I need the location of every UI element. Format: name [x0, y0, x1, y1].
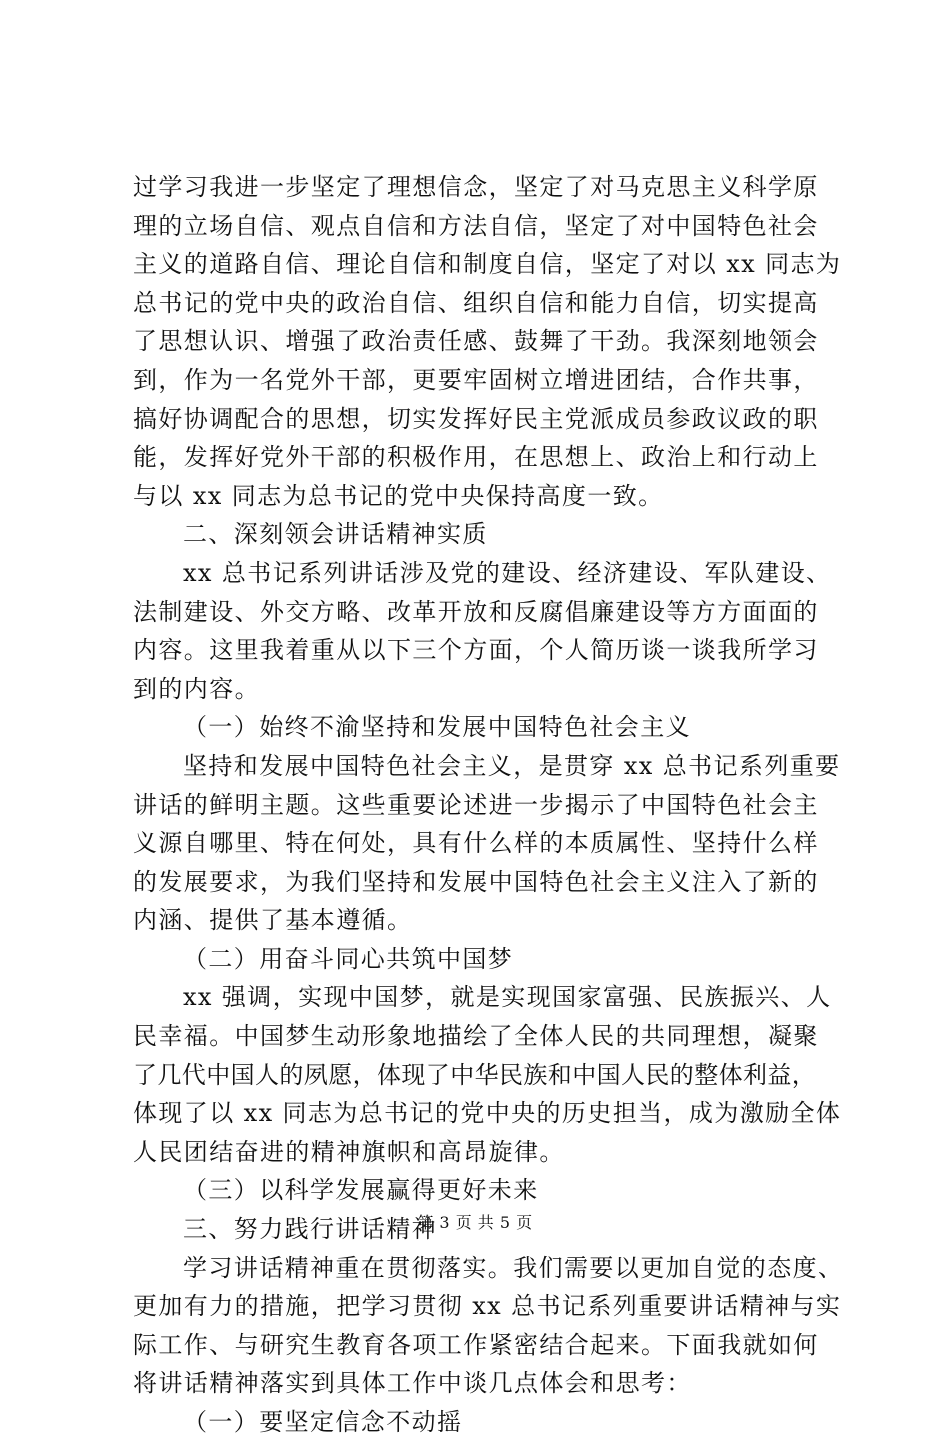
page-number-footer: 第 3 页 共 5 页 — [417, 1213, 533, 1232]
subsection-heading: （三）以科学发展赢得更好未来 — [183, 1176, 539, 1205]
text-line: 义源自哪里、特在何处，具有什么样的本质属性、坚持什么样 — [133, 829, 819, 858]
text-line: 内容。这里我着重从以下三个方面，个人简历谈一谈我所学习 — [133, 636, 819, 665]
text-line: 了思想认识、增强了政治责任感、鼓舞了干劲。我深刻地领会 — [133, 327, 819, 356]
document-body — [133, 168, 844, 1442]
text-line: 人民团结奋进的精神旗帜和高昂旋律。 — [133, 1137, 565, 1166]
text-line: 理的立场自信、观点自信和方法自信，坚定了对中国特色社会 — [133, 211, 819, 240]
text-line: 坚持和发展中国特色社会主义，是贯穿 xx 总书记系列重要 — [183, 751, 841, 780]
text-line: 际工作、与研究生教育各项工作紧密结合起来。下面我就如何 — [133, 1330, 819, 1359]
section-heading: 二、深刻领会讲话精神实质 — [183, 520, 488, 549]
text-line: 到的内容。 — [133, 674, 260, 703]
text-line: 更加有力的措施，把学习贯彻 xx 总书记系列重要讲话精神与实 — [133, 1292, 842, 1321]
text-line: 到，作为一名党外干部，更要牢固树立增进团结，合作共事， — [133, 365, 819, 394]
text-line: 法制建设、外交方略、改革开放和反腐倡廉建设等方方面面的 — [133, 597, 819, 626]
subsection-heading: （二）用奋斗同心共筑中国梦 — [183, 944, 514, 973]
text-line: 学习讲话精神重在贯彻落实。我们需要以更加自觉的态度、 — [183, 1253, 844, 1282]
text-line: 的发展要求，为我们坚持和发展中国特色社会主义注入了新的 — [133, 867, 819, 896]
text-line: 内涵、提供了基本遵循。 — [133, 906, 413, 935]
text-line: 民幸福。中国梦生动形象地描绘了全体人民的共同理想，凝聚 — [133, 1022, 819, 1051]
text-line: xx 强调，实现中国梦，就是实现国家富强、民族振兴、人 — [183, 983, 832, 1012]
section-heading: 三、努力践行讲话精神 — [183, 1215, 437, 1244]
text-line: 与以 xx 同志为总书记的党中央保持高度一致。 — [133, 481, 664, 510]
text-line: 将讲话精神落实到具体工作中谈几点体会和思考： — [133, 1369, 692, 1398]
text-line: 主义的道路自信、理论自信和制度自信，坚定了对以 xx 同志为 — [133, 250, 842, 279]
text-line: 了几代中国人的夙愿，体现了中华民族和中国人民的整体利益， — [133, 1060, 817, 1089]
subsection-heading: （一）始终不渝坚持和发展中国特色社会主义 — [183, 713, 691, 742]
text-line: xx 总书记系列讲话涉及党的建设、经济建设、军队建设、 — [183, 558, 832, 587]
text-line: 总书记的党中央的政治自信、组织自信和能力自信，切实提高 — [133, 288, 819, 317]
subsection-heading: （一）要坚定信念不动摇 — [183, 1408, 463, 1436]
text-line: 体现了以 xx 同志为总书记的党中央的历史担当，成为激励全体 — [133, 1099, 842, 1128]
text-line: 搞好协调配合的思想，切实发挥好民主党派成员参政议政的职 — [133, 404, 819, 433]
text-line: 能，发挥好党外干部的积极作用，在思想上、政治上和行动上 — [133, 443, 819, 472]
text-line: 过学习我进一步坚定了理想信念，坚定了对马克思主义科学原 — [133, 173, 819, 201]
text-line: 讲话的鲜明主题。这些重要论述进一步揭示了中国特色社会主 — [133, 790, 819, 819]
